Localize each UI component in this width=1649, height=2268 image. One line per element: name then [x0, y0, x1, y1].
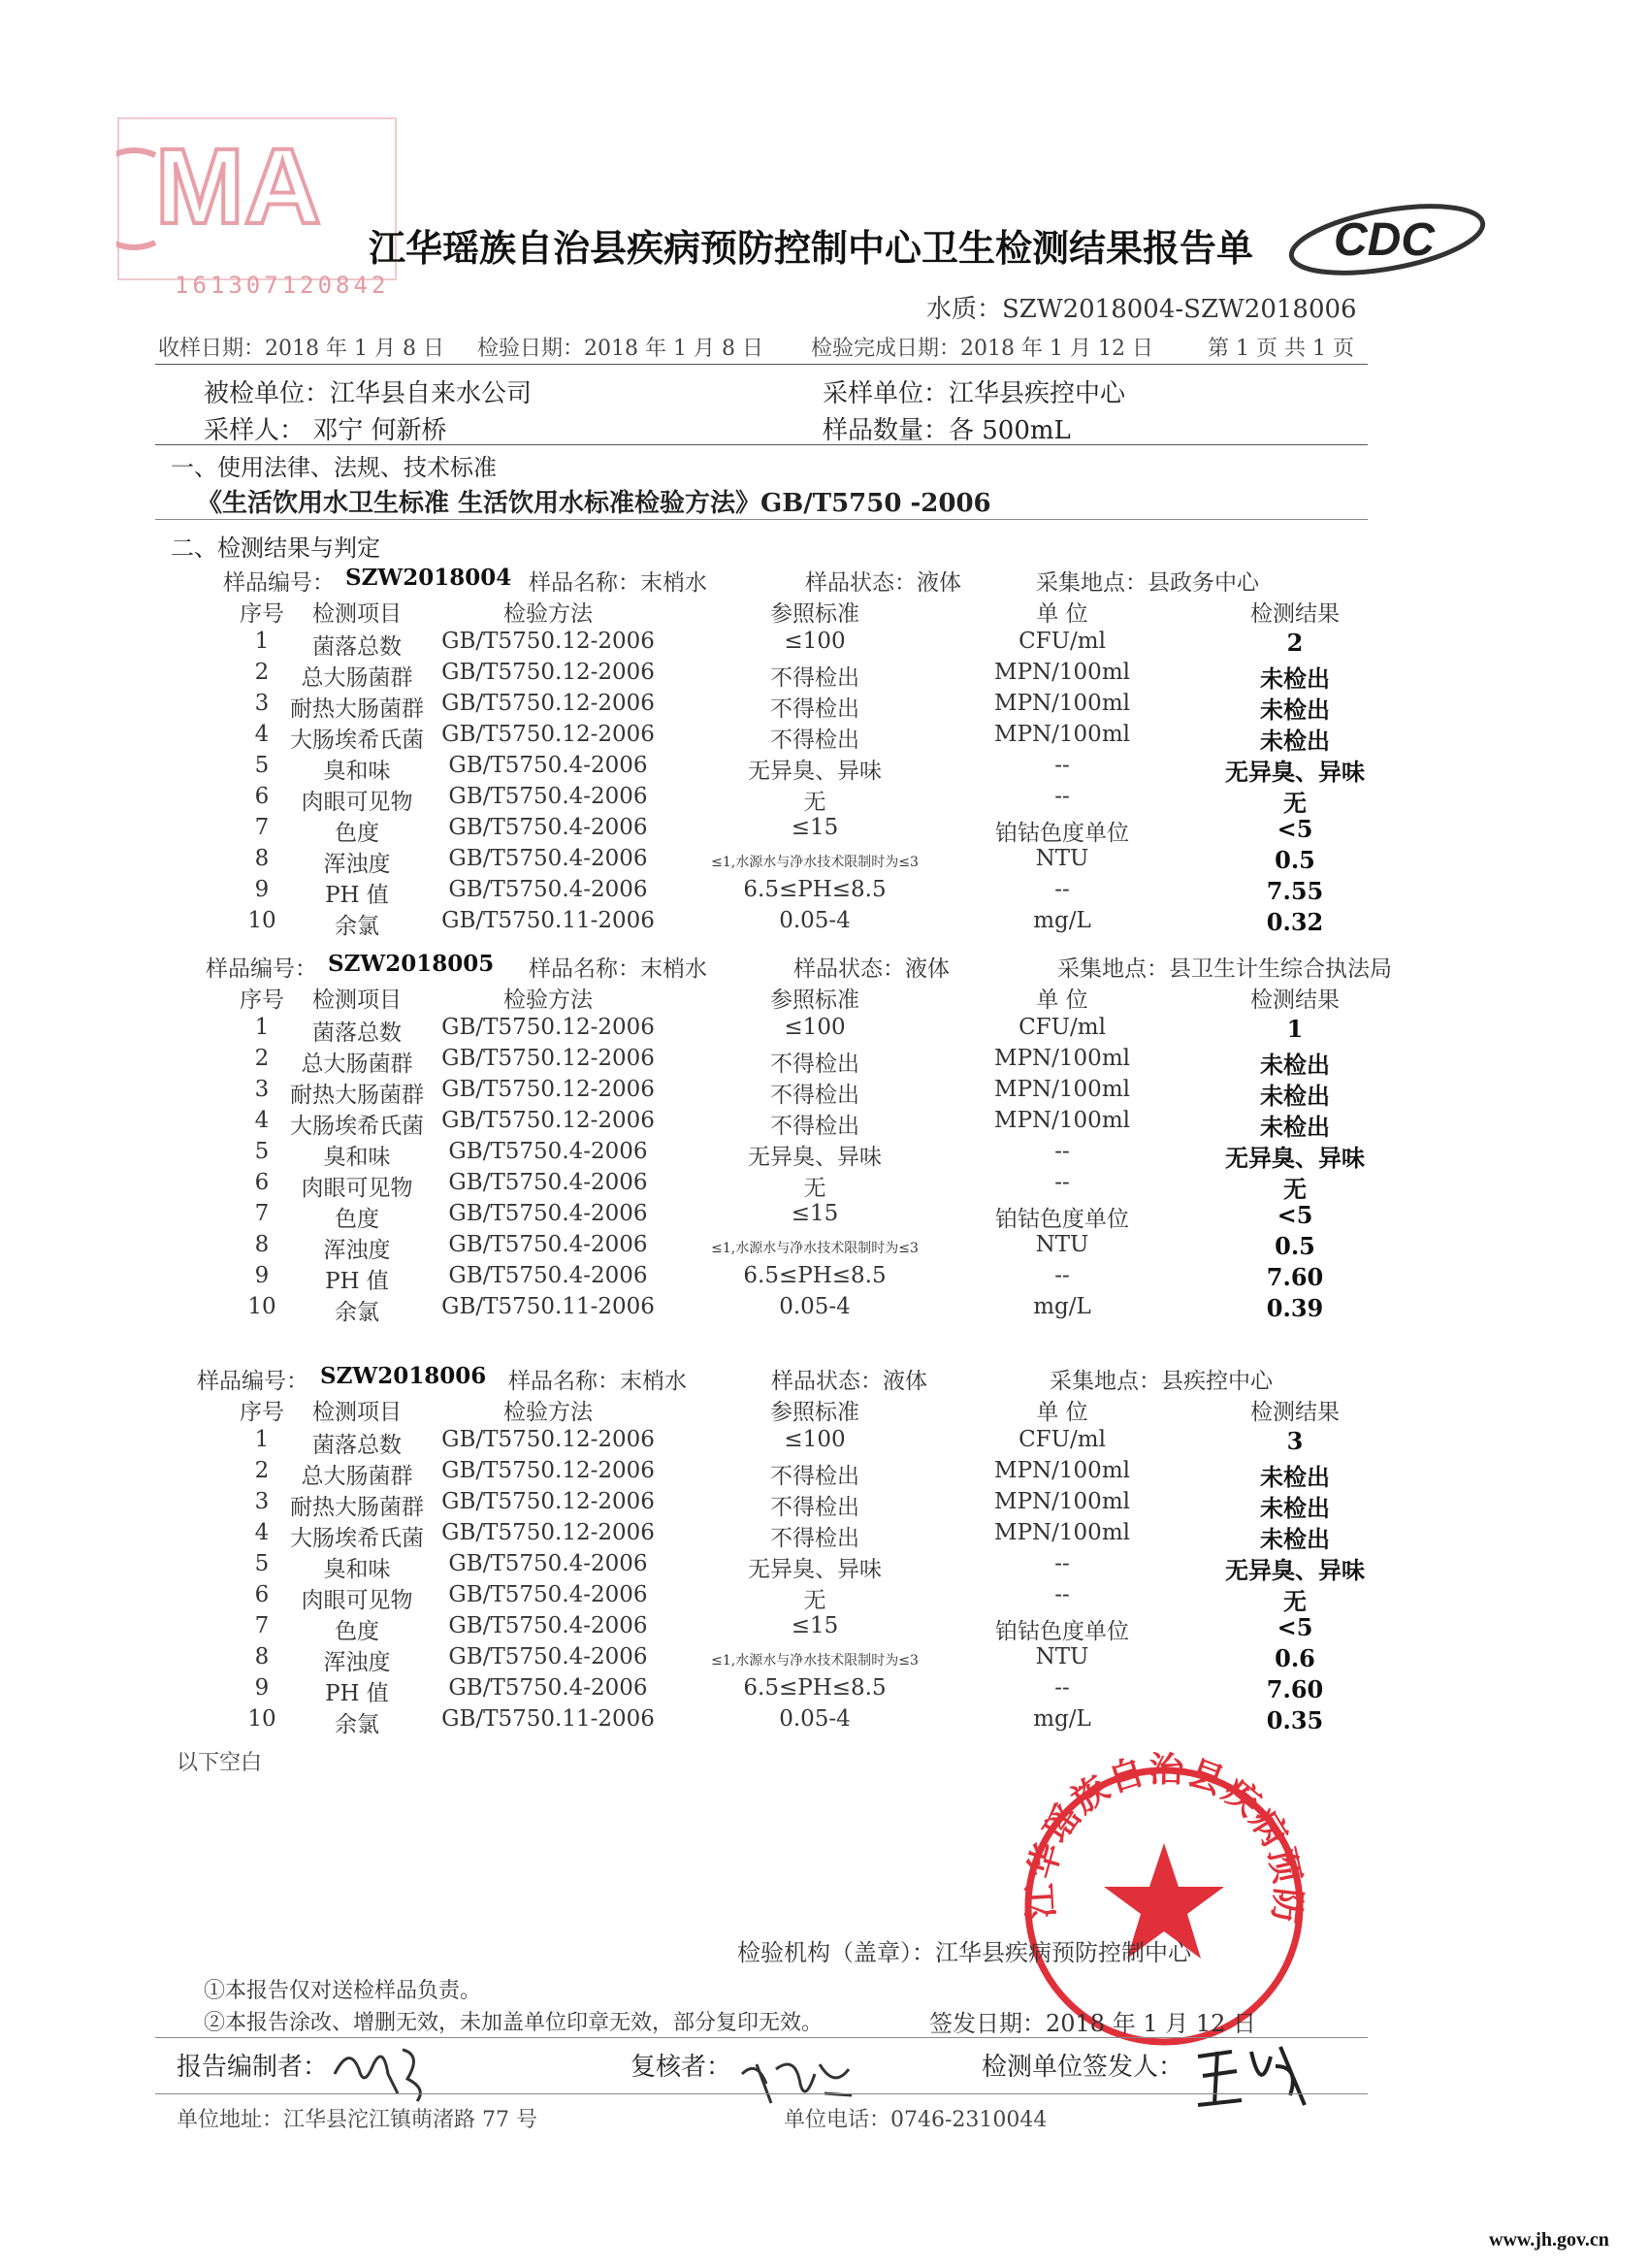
column-header: 参照标准 [770, 601, 859, 627]
reference-standard: 0.05-4 [779, 1706, 851, 1732]
unit: -- [1054, 1139, 1070, 1164]
test-item: 菌落总数 [312, 634, 402, 660]
unit: MPN/100ml [994, 1077, 1130, 1102]
sample-id-label: 样品编号： [223, 570, 335, 596]
reference-standard: 无 [803, 1588, 826, 1613]
column-header: 检验方法 [503, 601, 593, 627]
reference-standard: ≤100 [784, 1015, 846, 1040]
unit: MPN/100ml [994, 1046, 1130, 1071]
row-number: 1 [254, 1015, 270, 1040]
row-number: 8 [254, 1232, 270, 1257]
reference-standard: 不得检出 [770, 1052, 859, 1077]
test-item: 余氯 [335, 1712, 379, 1737]
reference-standard: ≤1,水源水与净水技术限制时为≤3 [711, 855, 919, 870]
test-result: 0.32 [1266, 908, 1324, 936]
row-number: 4 [254, 1108, 270, 1133]
unit: -- [1054, 1551, 1070, 1576]
test-result: 未检出 [1260, 1113, 1330, 1141]
test-method: GB/T5750.12-2006 [441, 1458, 655, 1483]
column-header: 序号 [240, 601, 284, 627]
unit: CFU/ml [1018, 629, 1106, 654]
test-item: 总大肠菌群 [301, 1052, 413, 1077]
divider [155, 2093, 1368, 2094]
reference-standard: 6.5≤PH≤8.5 [743, 1263, 887, 1288]
row-number: 5 [254, 753, 270, 778]
test-method: GB/T5750.4-2006 [448, 1263, 648, 1288]
test-result: 7.55 [1266, 877, 1324, 905]
test-result: 2 [1286, 629, 1304, 657]
test-result: 未检出 [1260, 1494, 1330, 1522]
phone: 单位电话：0746-2310044 [784, 2108, 1048, 2132]
row-number: 3 [254, 691, 270, 716]
unit: CFU/ml [1018, 1015, 1106, 1040]
test-item: PH 值 [325, 883, 389, 908]
test-item: 余氯 [335, 1300, 379, 1325]
column-header: 检测结果 [1250, 1400, 1340, 1425]
reference-standard: 不得检出 [770, 1083, 859, 1108]
row-number: 1 [254, 1427, 270, 1452]
website: www.jh.gov.cn [1489, 2229, 1609, 2251]
receive-date: 收样日期：2018 年 1 月 8 日 [158, 337, 444, 361]
test-item: 耐热大肠菌群 [290, 1495, 424, 1520]
reference-standard: ≤1,水源水与净水技术限制时为≤3 [711, 1241, 919, 1256]
unit: MPN/100ml [994, 1520, 1130, 1545]
row-number: 4 [254, 722, 270, 747]
test-method: GB/T5750.12-2006 [441, 1427, 655, 1452]
test-item: 肉眼可见物 [301, 1176, 413, 1201]
test-item: 浑浊度 [323, 1650, 391, 1675]
test-item: 总大肠菌群 [301, 1464, 413, 1489]
test-method: GB/T5750.12-2006 [441, 1077, 655, 1102]
test-method: GB/T5750.4-2006 [448, 846, 648, 871]
unit: mg/L [1033, 1294, 1091, 1319]
svg-text:MA: MA [155, 127, 322, 246]
test-method: GB/T5750.4-2006 [448, 1551, 648, 1576]
test-item: 浑浊度 [323, 852, 391, 877]
test-item: 大肠埃希氏菌 [290, 728, 424, 753]
test-item: 余氯 [335, 914, 379, 939]
column-header: 检测项目 [312, 601, 402, 627]
water-quality: 水质：SZW2018004-SZW2018006 [926, 295, 1357, 324]
test-method: GB/T5750.4-2006 [448, 1232, 648, 1257]
test-method: GB/T5750.4-2006 [448, 815, 648, 840]
note-2: ②本报告涂改、增删无效，未加盖单位印章无效，部分复印无效。 [204, 2011, 824, 2035]
sampler: 采样人： 邓宁 何新桥 [204, 416, 447, 445]
sample-state: 样品状态：液体 [805, 570, 961, 596]
unit: NTU [1035, 1232, 1089, 1257]
divider [155, 519, 1368, 520]
row-number: 7 [254, 815, 270, 840]
column-header: 单 位 [1036, 601, 1088, 627]
reference-standard: 不得检出 [770, 1114, 859, 1139]
unit: -- [1054, 1263, 1070, 1288]
test-item: 色度 [335, 821, 379, 846]
test-result: 未检出 [1260, 1525, 1330, 1553]
inspected-unit: 被检单位：江华县自来水公司 [204, 379, 533, 408]
sample-count: 样品数量：各 500mL [823, 416, 1071, 445]
row-number: 6 [254, 784, 270, 809]
sample-name: 样品名称：末梢水 [508, 1369, 687, 1394]
test-item: 肉眼可见物 [301, 790, 413, 815]
unit: mg/L [1033, 1706, 1091, 1732]
test-result: 无异臭、异味 [1225, 1144, 1365, 1172]
test-result: 无 [1283, 1175, 1307, 1203]
reference-standard: 不得检出 [770, 1495, 859, 1520]
row-number: 6 [254, 1170, 270, 1195]
test-result: 无异臭、异味 [1225, 758, 1365, 786]
sample-location: 采集地点：县疾控中心 [1050, 1369, 1273, 1394]
sample-location: 采集地点：县政务中心 [1036, 570, 1259, 596]
test-method: GB/T5750.11-2006 [441, 1294, 655, 1319]
sample-name: 样品名称：末梢水 [529, 570, 707, 596]
row-number: 8 [254, 846, 270, 871]
reviewer-label: 复核者： [630, 2053, 732, 2082]
test-method: GB/T5750.4-2006 [448, 877, 648, 902]
page-number: 第 1 页 共 1 页 [1208, 337, 1354, 361]
row-number: 9 [254, 877, 270, 902]
column-header: 检验方法 [503, 988, 593, 1013]
test-item: 臭和味 [323, 759, 391, 784]
row-number: 9 [254, 1675, 270, 1701]
reference-standard: 不得检出 [770, 1464, 859, 1489]
svg-text:CDC: CDC [1334, 214, 1435, 266]
row-number: 2 [254, 660, 270, 685]
unit: NTU [1035, 846, 1089, 871]
reference-standard: ≤15 [791, 1201, 839, 1226]
section2-heading: 二、检测结果与判定 [171, 535, 380, 562]
test-method: GB/T5750.4-2006 [448, 1139, 648, 1164]
test-method: GB/T5750.4-2006 [448, 1582, 648, 1607]
test-result: 0.5 [1275, 1232, 1315, 1260]
test-method: GB/T5750.11-2006 [441, 1706, 655, 1732]
unit: 铂钴色度单位 [995, 1619, 1129, 1644]
divider [155, 444, 1368, 445]
column-header: 单 位 [1036, 988, 1088, 1013]
reference-standard: 6.5≤PH≤8.5 [743, 877, 887, 902]
test-result: <5 [1277, 815, 1313, 843]
test-method: GB/T5750.12-2006 [441, 1015, 655, 1040]
unit: 铂钴色度单位 [995, 821, 1129, 846]
unit: MPN/100ml [994, 1489, 1130, 1514]
test-result: 1 [1286, 1015, 1304, 1043]
test-result: 未检出 [1260, 696, 1330, 724]
standard-reference: 《生活饮用水卫生标准 生活饮用水标准检验方法》GB/T5750 -2006 [197, 489, 991, 518]
row-number: 4 [254, 1520, 270, 1545]
test-result: 未检出 [1260, 1051, 1330, 1079]
test-item: 色度 [335, 1619, 379, 1644]
test-result: 未检出 [1260, 1082, 1330, 1110]
compiler-label: 报告编制者： [177, 2053, 329, 2082]
test-method: GB/T5750.4-2006 [448, 1675, 648, 1701]
unit: -- [1054, 1170, 1070, 1195]
reference-standard: 0.05-4 [779, 1294, 851, 1319]
test-item: 菌落总数 [312, 1433, 402, 1458]
row-number: 5 [254, 1551, 270, 1576]
test-method: GB/T5750.12-2006 [441, 629, 655, 654]
test-method: GB/T5750.12-2006 [441, 660, 655, 685]
reference-standard: ≤100 [784, 629, 846, 654]
unit: -- [1054, 1675, 1070, 1701]
unit: CFU/ml [1018, 1427, 1106, 1452]
sample-state: 样品状态：液体 [771, 1369, 927, 1394]
reference-standard: ≤100 [784, 1427, 846, 1452]
test-method: GB/T5750.12-2006 [441, 1046, 655, 1071]
column-header: 序号 [240, 988, 284, 1013]
test-result: 7.60 [1266, 1263, 1324, 1291]
sampling-unit: 采样单位：江华县疾控中心 [823, 379, 1126, 408]
test-method: GB/T5750.12-2006 [441, 691, 655, 716]
test-method: GB/T5750.12-2006 [441, 1520, 655, 1545]
unit: -- [1054, 877, 1070, 902]
unit: MPN/100ml [994, 1458, 1130, 1483]
row-number: 10 [247, 1294, 276, 1319]
row-number: 10 [247, 908, 276, 933]
reference-standard: 不得检出 [770, 728, 859, 753]
cdc-logo [1280, 199, 1494, 276]
test-method: GB/T5750.12-2006 [441, 1108, 655, 1133]
row-number: 6 [254, 1582, 270, 1607]
reference-standard: 不得检出 [770, 665, 859, 691]
reference-standard: 无异臭、异味 [748, 1557, 882, 1582]
reference-standard: ≤15 [791, 815, 839, 840]
test-item: 臭和味 [323, 1557, 391, 1582]
section1-heading: 一、使用法律、法规、技术标准 [171, 454, 497, 481]
reference-standard: 无 [803, 1176, 826, 1201]
unit: 铂钴色度单位 [995, 1207, 1129, 1232]
unit: MPN/100ml [994, 1108, 1130, 1133]
test-method: GB/T5750.11-2006 [441, 908, 655, 933]
inspect-date: 检验日期：2018 年 1 月 8 日 [477, 337, 763, 361]
test-item: 浑浊度 [323, 1238, 391, 1263]
row-number: 2 [254, 1458, 270, 1483]
reference-standard: ≤1,水源水与净水技术限制时为≤3 [711, 1653, 919, 1669]
test-result: 无 [1283, 789, 1307, 817]
test-result: 未检出 [1260, 1463, 1330, 1491]
test-method: GB/T5750.12-2006 [441, 1489, 655, 1514]
signer-label: 检测单位签发人： [982, 2053, 1184, 2082]
test-method: GB/T5750.12-2006 [441, 722, 655, 747]
test-item: 肉眼可见物 [301, 1588, 413, 1613]
column-header: 检测项目 [312, 1400, 402, 1425]
test-result: 0.39 [1266, 1294, 1324, 1322]
blank-below: 以下空白 [177, 1751, 263, 1775]
signer-signature [1193, 2037, 1310, 2119]
report-title: 江华瑶族自治县疾病预防控制中心卫生检测结果报告单 [369, 227, 1254, 270]
sample-id: SZW2018006 [320, 1363, 487, 1389]
test-item: 大肠埃希氏菌 [290, 1114, 424, 1139]
row-number: 7 [254, 1613, 270, 1638]
test-result: 0.5 [1275, 846, 1315, 874]
divider [155, 364, 1368, 365]
reference-standard: 无异臭、异味 [748, 1145, 882, 1170]
test-item: 耐热大肠菌群 [290, 1083, 424, 1108]
sample-id-label: 样品编号： [197, 1369, 308, 1394]
unit: NTU [1035, 1644, 1089, 1669]
note-1: ①本报告仅对送检样品负责。 [204, 1979, 482, 2003]
sample-state: 样品状态：液体 [793, 956, 950, 982]
reference-standard: ≤15 [791, 1613, 839, 1638]
unit: -- [1054, 1582, 1070, 1607]
cma-logo [116, 116, 398, 281]
test-method: GB/T5750.4-2006 [448, 1201, 648, 1226]
test-method: GB/T5750.4-2006 [448, 1644, 648, 1669]
row-number: 2 [254, 1046, 270, 1071]
column-header: 序号 [240, 1400, 284, 1425]
test-result: <5 [1277, 1613, 1313, 1641]
test-item: PH 值 [325, 1269, 389, 1294]
column-header: 单 位 [1036, 1400, 1088, 1425]
reference-standard: 6.5≤PH≤8.5 [743, 1675, 887, 1701]
sample-id-label: 样品编号： [206, 956, 317, 982]
test-item: 总大肠菌群 [301, 665, 413, 691]
row-number: 9 [254, 1263, 270, 1288]
column-header: 检验方法 [503, 1400, 593, 1425]
unit: MPN/100ml [994, 660, 1130, 685]
test-item: PH 值 [325, 1681, 389, 1706]
column-header: 参照标准 [770, 988, 859, 1013]
row-number: 8 [254, 1644, 270, 1669]
row-number: 5 [254, 1139, 270, 1164]
unit: mg/L [1033, 908, 1091, 933]
test-method: GB/T5750.4-2006 [448, 1613, 648, 1638]
cma-number: 161307120842 [175, 272, 390, 299]
sample-name: 样品名称：末梢水 [529, 956, 707, 982]
column-header: 检测结果 [1250, 988, 1340, 1013]
reference-standard: 0.05-4 [779, 908, 851, 933]
compiler-signature [330, 2035, 436, 2107]
test-item: 耐热大肠菌群 [290, 697, 424, 722]
unit: MPN/100ml [994, 691, 1130, 716]
test-result: 无 [1283, 1587, 1307, 1615]
address: 单位地址：江华县沱江镇萌渚路 77 号 [177, 2108, 537, 2132]
test-result: 3 [1286, 1427, 1304, 1455]
test-result: <5 [1277, 1201, 1313, 1229]
test-result: 未检出 [1260, 727, 1330, 755]
test-method: GB/T5750.4-2006 [448, 1170, 648, 1195]
column-header: 参照标准 [770, 1400, 859, 1425]
sample-id: SZW2018004 [345, 565, 512, 591]
sample-id: SZW2018005 [328, 951, 495, 977]
issue-date: 签发日期：2018 年 1 月 12 日 [929, 2010, 1257, 2037]
unit: -- [1054, 784, 1070, 809]
reference-standard: 不得检出 [770, 1526, 859, 1551]
test-item: 色度 [335, 1207, 379, 1232]
test-method: GB/T5750.4-2006 [448, 753, 648, 778]
row-number: 1 [254, 629, 270, 654]
reference-standard: 无 [803, 790, 826, 815]
unit: -- [1054, 753, 1070, 778]
row-number: 7 [254, 1201, 270, 1226]
test-result: 0.35 [1266, 1706, 1324, 1734]
institution: 检验机构（盖章）：江华县疾病预防控制中心 [737, 1939, 1191, 1966]
row-number: 3 [254, 1077, 270, 1102]
test-result: 0.6 [1275, 1644, 1315, 1672]
row-number: 10 [247, 1706, 276, 1732]
reference-standard: 不得检出 [770, 697, 859, 722]
reference-standard: 无异臭、异味 [748, 759, 882, 784]
column-header: 检测项目 [312, 988, 402, 1013]
unit: MPN/100ml [994, 722, 1130, 747]
complete-date: 检验完成日期：2018 年 1 月 12 日 [811, 337, 1153, 361]
row-number: 3 [254, 1489, 270, 1514]
column-header: 检测结果 [1250, 601, 1340, 627]
test-method: GB/T5750.4-2006 [448, 784, 648, 809]
test-result: 7.60 [1266, 1675, 1324, 1703]
sample-location: 采集地点：县卫生计生综合执法局 [1057, 956, 1392, 982]
stamp-text: 江华瑶族自治县疾病预防 [1020, 1750, 1309, 1928]
test-result: 无异臭、异味 [1225, 1556, 1365, 1584]
test-item: 大肠埃希氏菌 [290, 1526, 424, 1551]
test-item: 菌落总数 [312, 1021, 402, 1046]
test-item: 臭和味 [323, 1145, 391, 1170]
test-result: 未检出 [1260, 664, 1330, 693]
